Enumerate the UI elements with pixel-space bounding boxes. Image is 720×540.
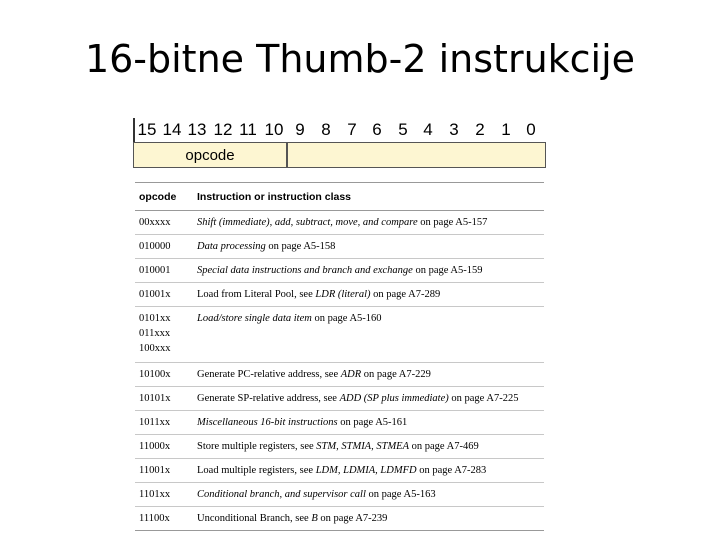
table-row bbox=[135, 307, 544, 363]
bitfield-row bbox=[133, 142, 546, 168]
opcode-cell: 10101x bbox=[135, 387, 191, 411]
bit-number: 14 bbox=[162, 120, 182, 139]
table-row bbox=[135, 507, 544, 531]
description-cell: Shift (immediate), add, subtract, move, and compare on page A5-157 bbox=[191, 211, 544, 235]
table-row bbox=[135, 211, 544, 235]
opcode-cell: 00xxxx bbox=[135, 211, 191, 235]
bit-number: 2 bbox=[475, 120, 485, 139]
bit-number: 6 bbox=[372, 120, 382, 139]
description-cell: Generate PC-relative address, see ADR on page A7-229 bbox=[191, 363, 544, 387]
bit-number: 3 bbox=[449, 120, 459, 139]
opcode-cell: 1101xx bbox=[135, 483, 191, 507]
description-cell: Load multiple registers, see LDM, LDMIA, LDMFD on page A7-283 bbox=[191, 459, 544, 483]
slide-title: 16-bitne Thumb-2 instrukcije bbox=[84, 37, 636, 81]
column-header-class: Instruction or instruction class bbox=[191, 183, 544, 211]
instruction-table bbox=[135, 182, 544, 531]
opcode-cell: 10100x bbox=[135, 363, 191, 387]
description-cell: Unconditional Branch, see B on page A7-239 bbox=[191, 507, 544, 531]
bit-number-row bbox=[133, 118, 546, 142]
table-row bbox=[135, 459, 544, 483]
description-cell: Data processing on page A5-158 bbox=[191, 235, 544, 259]
bit-number: 4 bbox=[423, 120, 433, 139]
bit-number: 5 bbox=[398, 120, 408, 139]
table-row bbox=[135, 387, 544, 411]
table-row bbox=[135, 411, 544, 435]
table-row bbox=[135, 363, 544, 387]
opcode-cell: 11000x bbox=[135, 435, 191, 459]
description-cell: Generate SP-relative address, see ADD (SP plus immediate) on page A7-225 bbox=[191, 387, 544, 411]
opcode-field: opcode bbox=[134, 143, 288, 167]
opcode-cell: 1011xx bbox=[135, 411, 191, 435]
table-header-row bbox=[135, 183, 544, 211]
bit-number: 7 bbox=[347, 120, 357, 139]
bit-number: 15 bbox=[137, 120, 157, 139]
table-row bbox=[135, 483, 544, 507]
opcode-cell: 010001 bbox=[135, 259, 191, 283]
bit-number: 13 bbox=[187, 120, 207, 139]
description-cell: Special data instructions and branch and exchange on page A5-159 bbox=[191, 259, 544, 283]
description-cell: Store multiple registers, see STM, STMIA, STMEA on page A7-469 bbox=[191, 435, 544, 459]
opcode-cell: 01001x bbox=[135, 283, 191, 307]
remaining-bits-field bbox=[288, 143, 545, 167]
table-row bbox=[135, 435, 544, 459]
description-cell: Load/store single data item on page A5-160 bbox=[191, 307, 544, 363]
bit-number: 11 bbox=[239, 120, 257, 139]
bit-number: 9 bbox=[295, 120, 305, 139]
bit-number: 8 bbox=[321, 120, 331, 139]
opcode-cell: 11100x bbox=[135, 507, 191, 531]
table-row bbox=[135, 259, 544, 283]
opcode-cell: 0101xx 011xxx 100xxx bbox=[135, 307, 191, 363]
opcode-cell: 11001x bbox=[135, 459, 191, 483]
description-cell: Conditional branch, and supervisor call on page A5-163 bbox=[191, 483, 544, 507]
opcode-cell: 010000 bbox=[135, 235, 191, 259]
bit-number: 10 bbox=[264, 120, 284, 139]
bit-number: 1 bbox=[501, 120, 511, 139]
bit-number: 12 bbox=[213, 120, 233, 139]
bit-number: 0 bbox=[526, 120, 536, 139]
description-cell: Load from Literal Pool, see LDR (literal) on page A7-289 bbox=[191, 283, 544, 307]
bitfield-diagram bbox=[133, 118, 546, 168]
table-row bbox=[135, 235, 544, 259]
table-row bbox=[135, 283, 544, 307]
description-cell: Miscellaneous 16-bit instructions on page A5-161 bbox=[191, 411, 544, 435]
column-header-opcode: opcode bbox=[135, 183, 191, 211]
